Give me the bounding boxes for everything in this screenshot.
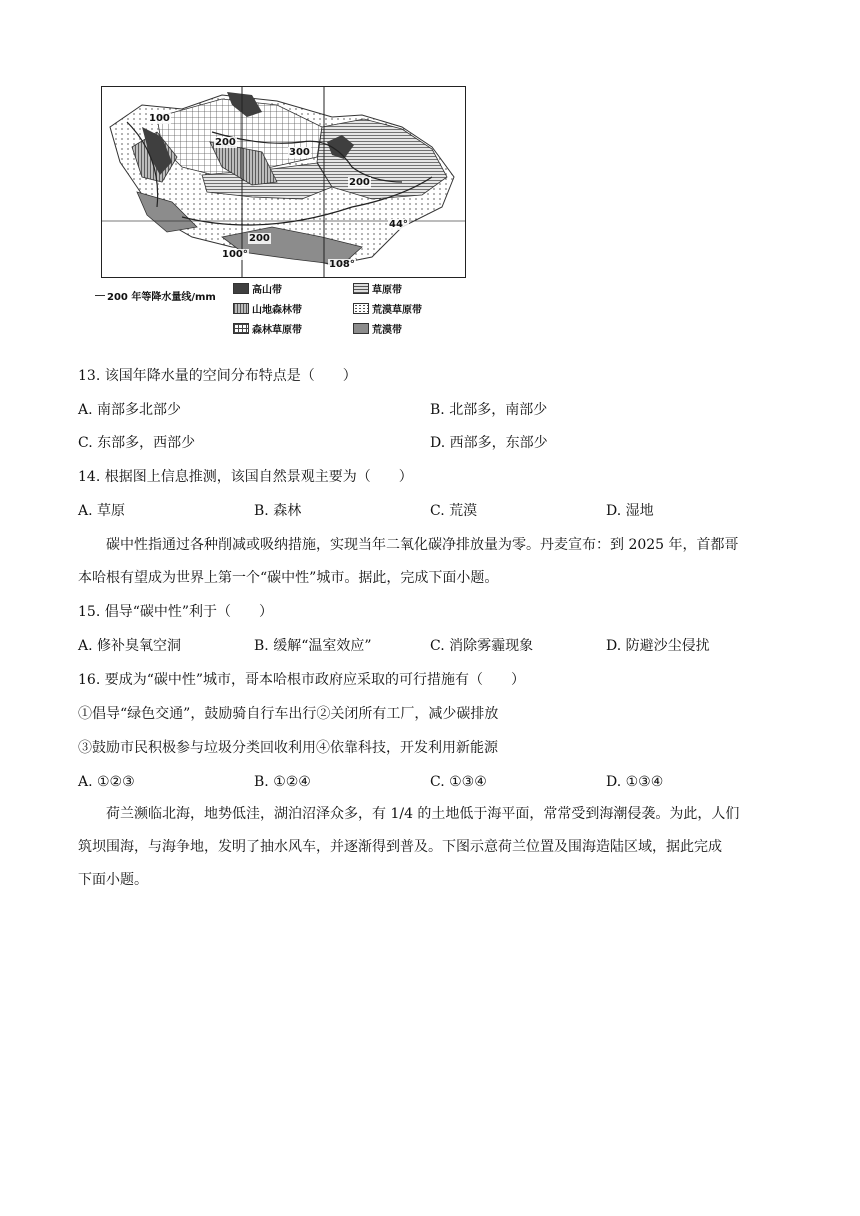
q15-option-c[interactable]: C. 消除雾霾现象 bbox=[430, 638, 534, 654]
legend-forest-steppe-label: 森林草原带 bbox=[252, 325, 302, 336]
q13-option-d[interactable]: D. 西部多，东部少 bbox=[430, 435, 548, 451]
passage-netherlands-line-2: 筑坝围海，与海争地，发明了抽水风车，并逐渐得到普及。下图示意荷兰位置及围海造陆区域，据此完成 bbox=[78, 839, 722, 855]
legend-desert-steppe bbox=[353, 301, 422, 316]
passage-carbon-neutral bbox=[78, 535, 788, 588]
passage-carbon-line-2: 本哈根有望成为世界上第一个“碳中性”城市。据此，完成下面小题。 bbox=[78, 570, 499, 586]
contour-label-200-east: 200 bbox=[349, 177, 370, 188]
q16-option-d[interactable]: D. ①③④ bbox=[606, 774, 664, 790]
isohyet-line-sample bbox=[95, 295, 105, 296]
q15-stem: 15. 倡导“碳中性”利于（ ） bbox=[78, 604, 274, 620]
q16-stem: 16. 要成为“碳中性”城市，哥本哈根市政府应采取的可行措施有（ ） bbox=[78, 672, 526, 688]
vegetation-map-figure bbox=[95, 82, 475, 344]
alpine-swatch bbox=[233, 283, 249, 294]
contour-label-100: 100 bbox=[149, 113, 170, 124]
vegetation-map bbox=[101, 86, 466, 278]
contour-label-200-west: 200 bbox=[215, 137, 236, 148]
legend-desert-steppe-label: 荒漠草原带 bbox=[372, 305, 422, 316]
legend-steppe bbox=[353, 281, 402, 296]
contour-label-300: 300 bbox=[289, 147, 310, 158]
desert-swatch bbox=[353, 323, 369, 334]
q14-option-c[interactable]: C. 荒漠 bbox=[430, 503, 478, 519]
desert-steppe-swatch bbox=[353, 303, 369, 314]
q15-option-b[interactable]: B. 缓解“温室效应” bbox=[254, 638, 372, 654]
meridian-label-108: 108° bbox=[329, 259, 355, 270]
legend-desert bbox=[353, 321, 402, 336]
passage-netherlands bbox=[78, 804, 788, 890]
q16-statements-line-2: ③鼓励市民积极参与垃圾分类回收利用④依靠科技，开发利用新能源 bbox=[78, 740, 498, 756]
map-legend bbox=[95, 280, 475, 344]
legend-forest-steppe bbox=[233, 321, 302, 336]
q14-option-d[interactable]: D. 湿地 bbox=[606, 503, 654, 519]
passage-netherlands-line-3: 下面小题。 bbox=[78, 872, 148, 888]
parallel-label-44: 44° bbox=[389, 219, 408, 230]
steppe-swatch bbox=[353, 283, 369, 294]
q16-option-a[interactable]: A. ①②③ bbox=[78, 774, 135, 790]
q13-option-b[interactable]: B. 北部多，南部少 bbox=[430, 402, 548, 418]
q16-option-c[interactable]: C. ①③④ bbox=[430, 774, 487, 790]
q13-option-a[interactable]: A. 南部多北部少 bbox=[78, 402, 182, 418]
legend-desert-label: 荒漠带 bbox=[372, 325, 402, 336]
legend-mountain-forest-label: 山地森林带 bbox=[252, 305, 302, 316]
q15-option-a[interactable]: A. 修补臭氧空洞 bbox=[78, 638, 182, 654]
contour-label-200-south: 200 bbox=[249, 233, 270, 244]
legend-isohyet bbox=[95, 288, 216, 303]
q15-option-d[interactable]: D. 防避沙尘侵扰 bbox=[606, 638, 710, 654]
meridian-label-100: 100° bbox=[222, 249, 248, 260]
legend-alpine bbox=[233, 281, 282, 296]
legend-isohyet-label: 200 年等降水量线/mm bbox=[107, 292, 216, 303]
legend-mountain-forest bbox=[233, 301, 302, 316]
mountain-forest-swatch bbox=[233, 303, 249, 314]
forest-steppe-swatch bbox=[233, 323, 249, 334]
passage-carbon-line-1: 碳中性指通过各种削减或吸纳措施，实现当年二氧化碳净排放量为零。丹麦宣布：到 2025 年，首都哥 bbox=[106, 537, 739, 553]
q14-option-a[interactable]: A. 草原 bbox=[78, 503, 126, 519]
q14-option-b[interactable]: B. 森林 bbox=[254, 503, 302, 519]
passage-netherlands-line-1: 荷兰濒临北海，地势低洼，湖泊沼泽众多，有 1/4 的土地低于海平面，常常受到海潮侵袭。为此，人们 bbox=[106, 806, 740, 822]
q13-stem: 13. 该国年降水量的空间分布特点是（ ） bbox=[78, 368, 357, 384]
q14-stem: 14. 根据图上信息推测，该国自然景观主要为（ ） bbox=[78, 469, 413, 485]
legend-steppe-label: 草原带 bbox=[372, 285, 402, 296]
q16-statements-line-1: ①倡导“绿色交通”，鼓励骑自行车出行②关闭所有工厂，减少碳排放 bbox=[78, 706, 499, 722]
q13-option-c[interactable]: C. 东部多，西部少 bbox=[78, 435, 196, 451]
q16-option-b[interactable]: B. ①②④ bbox=[254, 774, 311, 790]
legend-alpine-label: 高山带 bbox=[252, 285, 282, 296]
